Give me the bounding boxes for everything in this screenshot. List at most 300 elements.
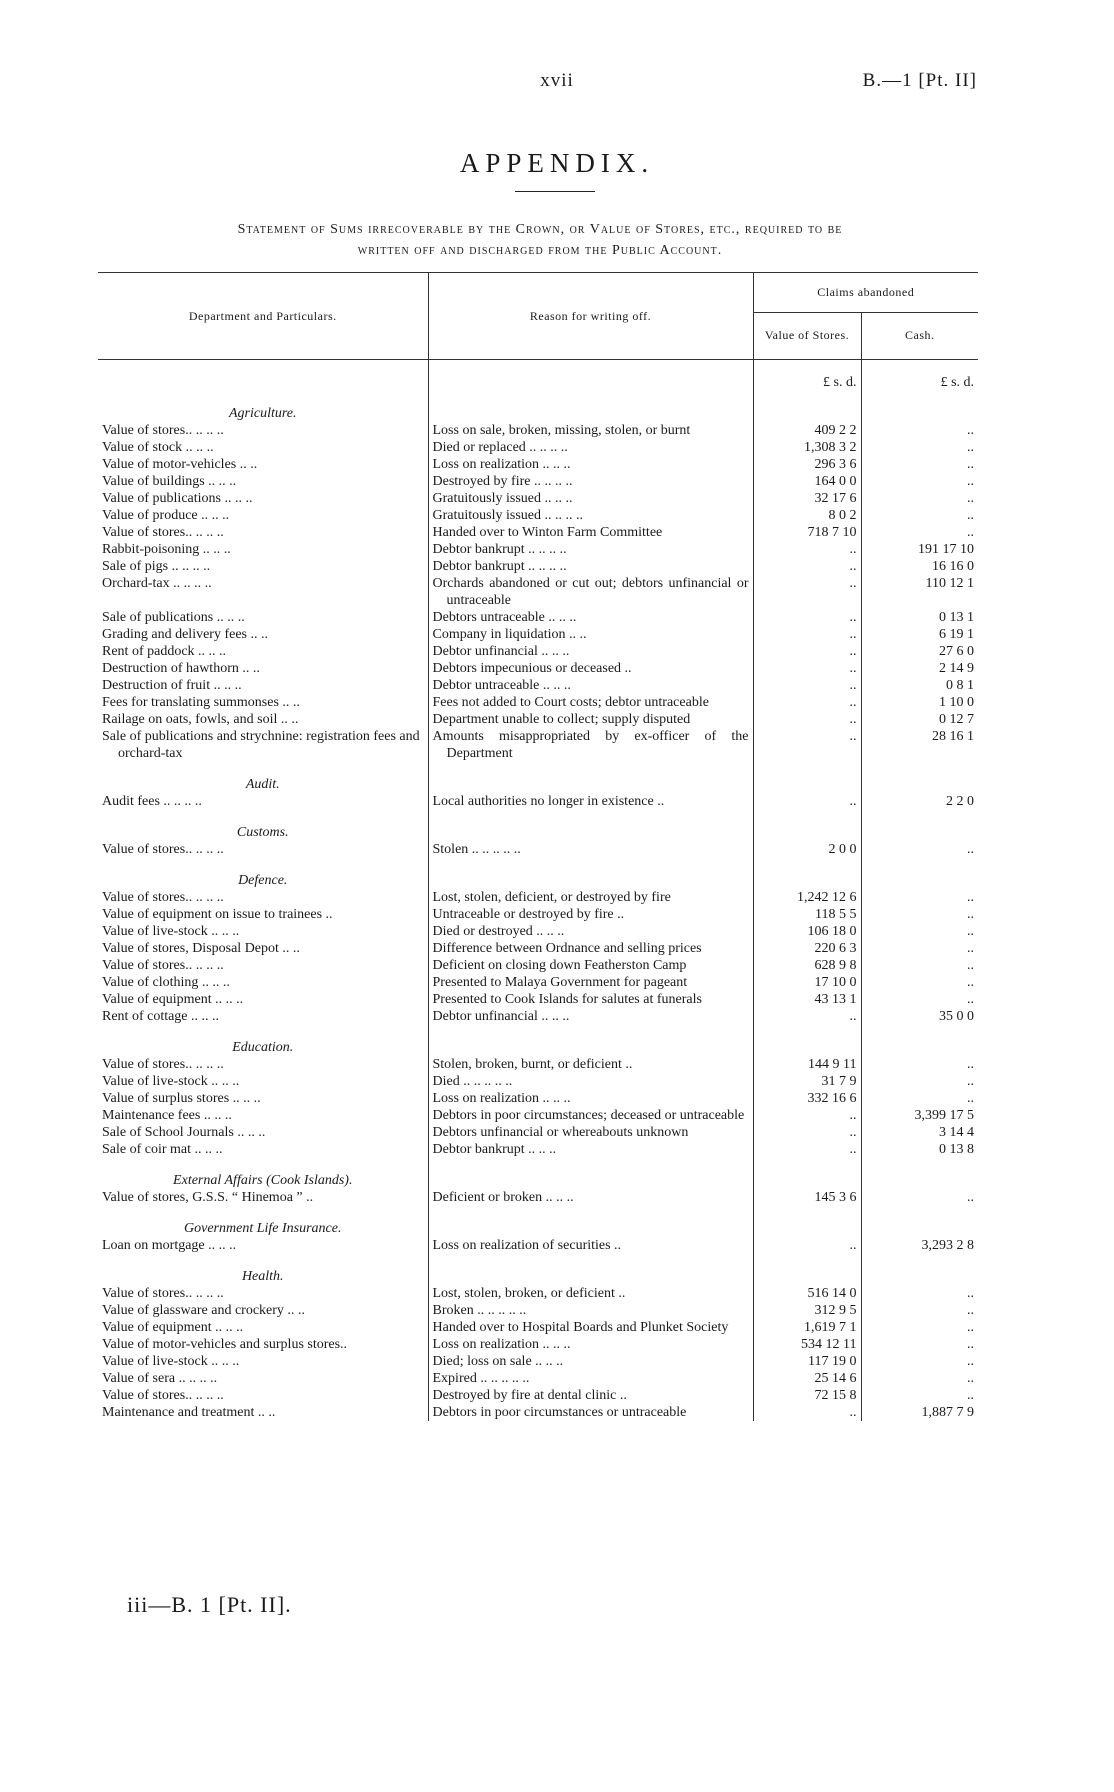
particulars-cell: [98, 1302, 428, 1319]
reason-cell: [428, 1189, 753, 1206]
particulars-text: Audit fees .. .. .. ..: [102, 794, 202, 809]
particulars-cell: [98, 1370, 428, 1387]
reason-cell: [428, 711, 753, 728]
value-of-stores-cell: ..: [753, 541, 861, 558]
reason-text: Debtor bankrupt .. .. ..: [432, 1142, 557, 1157]
particulars-text: Value of clothing .. .. ..: [102, 975, 230, 990]
reason-text: Debtors untraceable .. .. ..: [432, 610, 577, 625]
cash-cell: ..: [967, 1303, 975, 1318]
reason-cell: [428, 473, 753, 490]
particulars-cell: [98, 906, 428, 923]
particulars-text: Value of stores, G.S.S. “ Hinemoa ” ..: [102, 1190, 314, 1205]
particulars-cell: [98, 1107, 428, 1124]
value-of-stores-cell: 106 18 0: [753, 923, 861, 940]
cash-cell: 6 19 1: [939, 627, 975, 642]
particulars-cell: [98, 558, 428, 575]
cash-cell: 3,399 17 5: [914, 1108, 975, 1123]
particulars-text: Maintenance and treatment .. ..: [102, 1405, 276, 1420]
particulars-text: Rent of paddock .. .. ..: [102, 644, 227, 659]
reason-text: Untraceable or destroyed by fire ..: [432, 907, 625, 922]
cash-cell: ..: [967, 423, 975, 438]
reason-cell: [428, 974, 753, 991]
particulars-cell: [98, 507, 428, 524]
value-of-stores-cell: ..: [753, 558, 861, 575]
reason-cell: [428, 575, 753, 609]
appendix-title: APPENDIX.: [459, 148, 655, 178]
document-reference: B.—1 [Pt. II]: [862, 70, 977, 91]
table-row: [98, 957, 978, 974]
table-row: [98, 507, 978, 524]
particulars-cell: [98, 439, 428, 456]
table-row: [98, 1387, 978, 1404]
reason-text: Loss on realization .. .. ..: [432, 1091, 571, 1106]
reason-text: Loss on realization .. .. ..: [432, 457, 571, 472]
section-spacer: [428, 858, 753, 889]
header-cash: Cash.: [861, 312, 978, 359]
section-spacer: [428, 1206, 753, 1237]
cash-cell: ..: [967, 924, 975, 939]
particulars-cell: [98, 991, 428, 1008]
value-of-stores-cell: 145 3 6: [753, 1189, 861, 1206]
section-spacer: [753, 1158, 861, 1189]
reason-cell: [428, 1073, 753, 1090]
section-spacer: [428, 1254, 753, 1285]
reason-text: Expired .. .. .. .. ..: [432, 1371, 530, 1386]
reason-text: Lost, stolen, broken, or deficient ..: [432, 1286, 626, 1301]
particulars-text: Value of glassware and crockery .. ..: [102, 1303, 305, 1318]
reason-cell: [428, 524, 753, 541]
table-row: [98, 841, 978, 858]
reason-text: Died; loss on sale .. .. ..: [432, 1354, 564, 1369]
reason-cell: [428, 1237, 753, 1254]
reason-text: Local authorities no longer in existence ..: [432, 794, 665, 809]
particulars-cell: [98, 1056, 428, 1073]
particulars-cell: [98, 422, 428, 439]
particulars-text: Maintenance fees .. .. ..: [102, 1108, 232, 1123]
value-of-stores-cell: 8 0 2: [753, 507, 861, 524]
table-row: [98, 728, 978, 762]
table-row: [98, 1124, 978, 1141]
particulars-cell: [98, 974, 428, 991]
cash-cell: 0 12 7: [939, 712, 975, 727]
particulars-cell: [98, 473, 428, 490]
table-row: [98, 1285, 978, 1302]
reason-cell: [428, 694, 753, 711]
reason-cell: [428, 728, 753, 762]
reason-text: Debtors unfinancial or whereabouts unknown: [432, 1125, 689, 1140]
reason-text: Debtor untraceable .. .. ..: [432, 678, 571, 693]
reason-cell: [428, 923, 753, 940]
value-of-stores-cell: 17 10 0: [753, 974, 861, 991]
reason-text: Died .. .. .. .. ..: [432, 1074, 513, 1089]
value-of-stores-cell: 2 0 0: [753, 841, 861, 858]
section-heading-row: [98, 391, 978, 422]
particulars-text: Grading and delivery fees .. ..: [102, 627, 268, 642]
cash-cell: ..: [967, 1337, 975, 1352]
reason-text: Deficient or broken .. .. ..: [432, 1190, 574, 1205]
reason-cell: [428, 626, 753, 643]
value-of-stores-cell: ..: [753, 677, 861, 694]
cash-cell: ..: [967, 474, 975, 489]
table-row: [98, 923, 978, 940]
reason-cell: [428, 1370, 753, 1387]
value-of-stores-cell: ..: [753, 575, 861, 609]
table-row: [98, 1090, 978, 1107]
cash-cell: ..: [967, 1074, 975, 1089]
value-of-stores-cell: ..: [753, 1404, 861, 1421]
value-of-stores-cell: 31 7 9: [753, 1073, 861, 1090]
particulars-text: Value of live-stock .. .. ..: [102, 1354, 240, 1369]
value-of-stores-cell: 312 9 5: [753, 1302, 861, 1319]
value-of-stores-cell: ..: [753, 643, 861, 660]
table-row: [98, 524, 978, 541]
section-heading-row: [98, 810, 978, 841]
cash-cell: ..: [967, 1190, 975, 1205]
particulars-cell: [98, 1336, 428, 1353]
section-heading-row: [98, 1206, 978, 1237]
statement-heading: [100, 219, 980, 261]
particulars-text: Value of live-stock .. .. ..: [102, 1074, 240, 1089]
table-row: [98, 1237, 978, 1254]
value-of-stores-cell: ..: [753, 1141, 861, 1158]
table-row: [98, 974, 978, 991]
cash-cell: 3 14 4: [939, 1125, 975, 1140]
table-row: [98, 643, 978, 660]
reason-text: Deficient on closing down Featherston Camp: [432, 958, 687, 973]
cash-cell: 3,293 2 8: [921, 1238, 975, 1253]
reason-cell: [428, 841, 753, 858]
statement-line-2: written off and discharged from the Public Account.: [357, 243, 723, 258]
reason-text: Debtor unfinancial .. .. ..: [432, 644, 570, 659]
reason-text: Destroyed by fire at dental clinic ..: [432, 1388, 627, 1403]
cash-cell: ..: [967, 508, 975, 523]
table-row: [98, 490, 978, 507]
particulars-cell: [98, 1124, 428, 1141]
table-row: [98, 456, 978, 473]
section-heading: Audit.: [98, 762, 428, 793]
particulars-cell: [98, 1189, 428, 1206]
value-of-stores-cell: 1,308 3 2: [753, 439, 861, 456]
particulars-text: Value of produce .. .. ..: [102, 508, 230, 523]
value-of-stores-cell: 117 19 0: [753, 1353, 861, 1370]
particulars-cell: [98, 711, 428, 728]
particulars-cell: [98, 643, 428, 660]
particulars-cell: [98, 626, 428, 643]
particulars-text: Value of stores.. .. .. ..: [102, 1057, 224, 1072]
reason-cell: [428, 1090, 753, 1107]
value-of-stores-cell: ..: [753, 1237, 861, 1254]
cash-cell: ..: [967, 975, 975, 990]
particulars-text: Value of live-stock .. .. ..: [102, 924, 240, 939]
cash-cell: ..: [967, 491, 975, 506]
value-of-stores-cell: 1,242 12 6: [753, 889, 861, 906]
reason-cell: [428, 906, 753, 923]
particulars-cell: [98, 456, 428, 473]
table-row: [98, 1189, 978, 1206]
section-heading-row: [98, 762, 978, 793]
cash-cell: 2 2 0: [946, 794, 975, 809]
section-heading: Government Life Insurance.: [98, 1206, 428, 1237]
cash-cell: 0 13 8: [939, 1142, 975, 1157]
particulars-cell: [98, 1237, 428, 1254]
particulars-text: Orchard-tax .. .. .. ..: [102, 576, 212, 591]
table-row: [98, 1008, 978, 1025]
value-of-stores-cell: ..: [753, 711, 861, 728]
section-heading-row: [98, 1025, 978, 1056]
particulars-text: Value of motor-vehicles and surplus stores..: [102, 1337, 348, 1352]
table-row: [98, 1056, 978, 1073]
reason-cell: [428, 677, 753, 694]
section-heading-row: [98, 1158, 978, 1189]
particulars-text: Sale of School Journals .. .. ..: [102, 1125, 266, 1140]
value-of-stores-cell: ..: [753, 1107, 861, 1124]
value-of-stores-cell: ..: [753, 793, 861, 810]
table-row: [98, 1370, 978, 1387]
reason-text: Loss on realization .. .. ..: [432, 1337, 571, 1352]
table-row: [98, 1107, 978, 1124]
reason-text: Died or replaced .. .. .. ..: [432, 440, 568, 455]
reason-text: Debtors in poor circumstances; deceased or untraceable: [432, 1108, 745, 1123]
reason-cell: [428, 889, 753, 906]
section-spacer: [753, 762, 861, 793]
particulars-text: Value of stores.. .. .. ..: [102, 1286, 224, 1301]
section-heading: Health.: [98, 1254, 428, 1285]
section-heading: Defence.: [98, 858, 428, 889]
reason-text: Presented to Malaya Government for pageant: [432, 975, 688, 990]
table-row: [98, 541, 978, 558]
reason-text: Debtors impecunious or deceased ..: [432, 661, 632, 676]
section-heading: Education.: [98, 1025, 428, 1056]
particulars-text: Value of surplus stores .. .. ..: [102, 1091, 261, 1106]
table-row: [98, 1073, 978, 1090]
particulars-cell: [98, 1404, 428, 1421]
reason-cell: [428, 1387, 753, 1404]
reason-text: Amounts misappropriated by ex-officer of the Department: [432, 729, 749, 761]
particulars-text: Value of buildings .. .. ..: [102, 474, 237, 489]
particulars-cell: [98, 1353, 428, 1370]
cash-cell: ..: [967, 1371, 975, 1386]
value-of-stores-cell: ..: [753, 626, 861, 643]
particulars-text: Value of stores.. .. .. ..: [102, 525, 224, 540]
cash-cell: 0 8 1: [946, 678, 975, 693]
reason-text: Debtors in poor circumstances or untraceable: [432, 1405, 687, 1420]
particulars-cell: [98, 694, 428, 711]
particulars-cell: [98, 793, 428, 810]
section-spacer: [753, 810, 861, 841]
value-of-stores-cell: 534 12 11: [753, 1336, 861, 1353]
cash-cell: ..: [967, 890, 975, 905]
value-of-stores-cell: 25 14 6: [753, 1370, 861, 1387]
section-heading-row: [98, 858, 978, 889]
value-of-stores-cell: 332 16 6: [753, 1090, 861, 1107]
section-spacer: [861, 391, 978, 422]
value-of-stores-cell: ..: [753, 660, 861, 677]
units-spacer: [98, 360, 428, 392]
table-row: [98, 558, 978, 575]
cash-cell: 27 6 0: [939, 644, 975, 659]
section-spacer: [861, 858, 978, 889]
cash-cell: ..: [967, 941, 975, 956]
cash-units: £ s. d.: [940, 375, 975, 390]
reason-text: Handed over to Hospital Boards and Plunket Society: [432, 1320, 729, 1335]
units-spacer: [428, 360, 753, 392]
particulars-cell: [98, 660, 428, 677]
section-spacer: [861, 1254, 978, 1285]
section-spacer: [753, 858, 861, 889]
particulars-cell: [98, 940, 428, 957]
table-row: [98, 422, 978, 439]
particulars-cell: [98, 490, 428, 507]
reason-text: Stolen, broken, burnt, or deficient ..: [432, 1057, 633, 1072]
table-row: [98, 1404, 978, 1421]
section-spacer: [428, 391, 753, 422]
reason-text: Fees not added to Court costs; debtor untraceable: [432, 695, 709, 710]
particulars-cell: [98, 957, 428, 974]
reason-text: Debtor unfinancial .. .. ..: [432, 1009, 570, 1024]
reason-cell: [428, 957, 753, 974]
table-row: [98, 711, 978, 728]
particulars-text: Rabbit-poisoning .. .. ..: [102, 542, 231, 557]
table-row: [98, 660, 978, 677]
header-claims-abandoned: Claims abandoned: [753, 273, 978, 313]
table-body: [98, 360, 978, 1422]
table-row: [98, 626, 978, 643]
value-of-stores-cell: ..: [753, 1124, 861, 1141]
reason-text: Presented to Cook Islands for salutes at funerals: [432, 992, 702, 1007]
particulars-cell: [98, 841, 428, 858]
particulars-text: Sale of pigs .. .. .. ..: [102, 559, 211, 574]
value-of-stores-cell: ..: [753, 728, 861, 762]
reason-text: Department unable to collect; supply disputed: [432, 712, 691, 727]
cash-cell: 0 13 1: [939, 610, 975, 625]
reason-text: Broken .. .. .. .. ..: [432, 1303, 527, 1318]
value-of-stores-cell: ..: [753, 609, 861, 626]
reason-cell: [428, 490, 753, 507]
particulars-text: Value of motor-vehicles .. ..: [102, 457, 258, 472]
reason-cell: [428, 422, 753, 439]
particulars-text: Value of stores.. .. .. ..: [102, 958, 224, 973]
cash-cell: 1 10 0: [939, 695, 975, 710]
cash-cell: ..: [967, 1354, 975, 1369]
reason-cell: [428, 1319, 753, 1336]
table-row: [98, 1302, 978, 1319]
reason-cell: [428, 1353, 753, 1370]
cash-cell: ..: [967, 1388, 975, 1403]
value-of-stores-cell: 43 13 1: [753, 991, 861, 1008]
table-row: [98, 677, 978, 694]
reason-cell: [428, 541, 753, 558]
particulars-cell: [98, 677, 428, 694]
section-spacer: [861, 762, 978, 793]
particulars-cell: [98, 1319, 428, 1336]
section-spacer: [428, 1158, 753, 1189]
section-spacer: [428, 810, 753, 841]
section-spacer: [861, 810, 978, 841]
particulars-cell: [98, 728, 428, 762]
reason-cell: [428, 1336, 753, 1353]
particulars-text: Value of stores, Disposal Depot .. ..: [102, 941, 300, 956]
particulars-text: Value of equipment .. .. ..: [102, 992, 244, 1007]
table-row: [98, 575, 978, 609]
reason-cell: [428, 940, 753, 957]
reason-text: Debtor bankrupt .. .. .. ..: [432, 542, 567, 557]
reason-cell: [428, 609, 753, 626]
cash-cell: ..: [967, 440, 975, 455]
cash-cell: ..: [967, 992, 975, 1007]
value-of-stores-cell: 516 14 0: [753, 1285, 861, 1302]
particulars-text: Value of stores.. .. .. ..: [102, 1388, 224, 1403]
particulars-text: Rent of cottage .. .. ..: [102, 1009, 220, 1024]
section-spacer: [428, 762, 753, 793]
reason-cell: [428, 1302, 753, 1319]
cash-cell: ..: [967, 842, 975, 857]
reason-cell: [428, 1056, 753, 1073]
reason-text: Stolen .. .. .. .. ..: [432, 842, 521, 857]
table-row: [98, 1319, 978, 1336]
particulars-text: Sale of publications .. .. ..: [102, 610, 245, 625]
particulars-text: Value of stock .. .. ..: [102, 440, 214, 455]
reason-text: Difference between Ordnance and selling prices: [432, 941, 702, 956]
value-of-stores-cell: 220 6 3: [753, 940, 861, 957]
particulars-text: Destruction of hawthorn .. ..: [102, 661, 260, 676]
reason-text: Debtor bankrupt .. .. .. ..: [432, 559, 567, 574]
particulars-text: Fees for translating summonses .. ..: [102, 695, 300, 710]
cash-cell: ..: [967, 958, 975, 973]
table-row: [98, 1336, 978, 1353]
reason-text: Gratuitously issued .. .. ..: [432, 491, 573, 506]
section-heading: Agriculture.: [98, 391, 428, 422]
reason-cell: [428, 1008, 753, 1025]
reason-cell: [428, 1124, 753, 1141]
cash-cell: 28 16 1: [932, 729, 975, 744]
cash-cell: ..: [967, 907, 975, 922]
cash-cell: ..: [967, 1320, 975, 1335]
reason-text: Handed over to Winton Farm Committee: [432, 525, 663, 540]
table-row: [98, 1141, 978, 1158]
value-of-stores-cell: 32 17 6: [753, 490, 861, 507]
cash-cell: 16 16 0: [932, 559, 975, 574]
value-of-stores-cell: 628 9 8: [753, 957, 861, 974]
section-spacer: [753, 1254, 861, 1285]
table-row: [98, 940, 978, 957]
cash-cell: ..: [967, 1286, 975, 1301]
particulars-cell: [98, 1073, 428, 1090]
particulars-cell: [98, 923, 428, 940]
cash-cell: 1,887 7 9: [921, 1405, 975, 1420]
reason-cell: [428, 1404, 753, 1421]
header-value-of-stores: Value of Stores.: [753, 312, 861, 359]
reason-cell: [428, 660, 753, 677]
cash-cell: ..: [967, 525, 975, 540]
title-rule: [515, 191, 595, 192]
reason-cell: [428, 456, 753, 473]
section-spacer: [428, 1025, 753, 1056]
reason-text: Company in liquidation .. ..: [432, 627, 587, 642]
header-reason: Reason for writing off.: [428, 273, 753, 360]
reason-text: Gratuitously issued .. .. .. ..: [432, 508, 583, 523]
particulars-cell: [98, 524, 428, 541]
particulars-text: Value of publications .. .. ..: [102, 491, 253, 506]
table-row: [98, 793, 978, 810]
value-of-stores-cell: 718 7 10: [753, 524, 861, 541]
cash-cell: 191 17 10: [918, 542, 975, 557]
cash-cell: ..: [967, 1091, 975, 1106]
reason-text: Orchards abandoned or cut out; debtors unfinancial or untraceable: [432, 576, 749, 608]
particulars-cell: [98, 575, 428, 609]
reason-cell: [428, 991, 753, 1008]
units-row: [98, 360, 978, 392]
section-spacer: [861, 1025, 978, 1056]
